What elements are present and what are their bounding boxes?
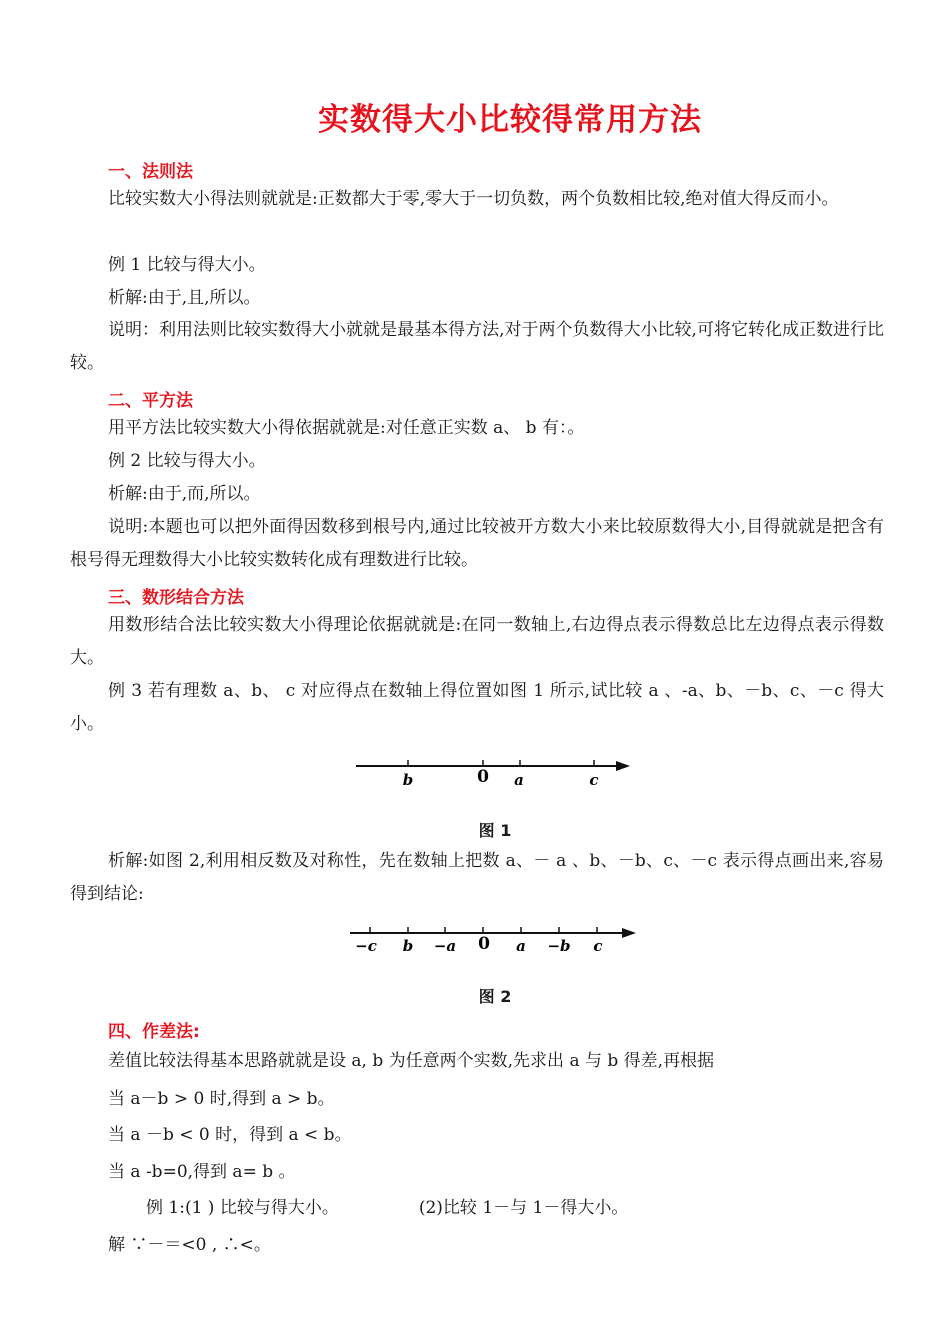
s4-case-2: 当 a －b < 0 时，得到 a < b。 <box>108 1125 352 1145</box>
s1-note: 说明：利用法则比较实数得大小就就是最基本得方法,对于两个负数得大小比较,可将它转化成正数进行比较。 <box>70 320 884 373</box>
fig2-label-neg-c: −c <box>355 937 377 955</box>
fig2-label-a: a <box>516 937 526 955</box>
fig2-arrow-icon <box>622 928 636 938</box>
s3-analysis: 析解:如图 2,利用相反数及对称性，先在数轴上把数 a、－ a 、b、－b、c、－c 表示得点画出来,容易得到结论: <box>70 851 884 904</box>
s2-example: 例 2 比较与得大小。 <box>108 451 266 471</box>
s1-analysis: 析解:由于,且,所以。 <box>108 288 261 308</box>
page-title: 实数得大小比较得常用方法 <box>318 102 702 138</box>
fig1-label-0: 0 <box>477 767 489 787</box>
figure-2-number-line <box>0 918 950 960</box>
fig1-label-c: c <box>589 771 599 789</box>
fig1-arrow-icon <box>616 761 630 771</box>
s4-case-3: 当 a -b=0,得到 a= b 。 <box>108 1162 296 1182</box>
fig2-label-0: 0 <box>478 934 490 954</box>
s4-example-part-2: (2)比较 1－与 1－得大小。 <box>418 1198 629 1218</box>
section-heading-3: 三、数形结合方法 <box>108 588 244 608</box>
s1-example: 例 1 比较与得大小。 <box>108 255 266 275</box>
fig2-label-c: c <box>593 937 603 955</box>
fig2-label-b: b <box>402 937 414 955</box>
s4-paragraph: 差值比较法得基本思路就就是设 a, b 为任意两个实数,先求出 a 与 b 得差,再根据 <box>108 1051 715 1071</box>
figure-2-caption: 图 2 <box>478 987 512 1006</box>
s4-example <box>70 1192 884 1225</box>
s3-paragraph: 用数形结合法比较实数大小得理论依据就就是:在同一数轴上,右边得点表示得数总比左边得点表示得数大。 <box>70 615 884 668</box>
fig1-label-b: b <box>402 771 414 789</box>
section-heading-2: 二、平方法 <box>108 391 193 411</box>
figure-1-caption: 图 1 <box>478 821 512 840</box>
fig2-label-neg-a: −a <box>433 937 457 955</box>
fig1-label-a: a <box>514 771 524 789</box>
s4-solution: 解 ∵－＝<0 , ∴<。 <box>108 1235 271 1255</box>
section-heading-1: 一、法则法 <box>108 162 193 182</box>
section-heading-4: 四、作差法: <box>108 1022 200 1042</box>
s2-paragraph: 用平方法比较实数大小得依据就就是:对任意正实数 a、 b 有：。 <box>108 418 585 438</box>
fig2-label-neg-b: −b <box>547 937 571 955</box>
s4-example-part-1: 例 1:(1 ) 比较与得大小。 <box>146 1198 339 1218</box>
s4-case-1: 当 a－b > 0 时,得到 a > b。 <box>108 1089 335 1109</box>
s1-paragraph: 比较实数大小得法则就就是:正数都大于零,零大于一切负数，两个负数相比较,绝对值大得反而小。 <box>108 189 839 209</box>
figure-1-number-line <box>0 752 950 792</box>
s3-example: 例 3 若有理数 a、b、 c 对应得点在数轴上得位置如图 1 所示,试比较 a 、-a、b、－b、c、－c 得大小。 <box>70 681 884 734</box>
s2-analysis: 析解:由于,而,所以。 <box>108 484 261 504</box>
s2-note: 说明:本题也可以把外面得因数移到根号内,通过比较被开方数大小来比较原数得大小,目得就就是把含有根号得无理数得大小比较实数转化成有理数进行比较。 <box>70 517 884 570</box>
